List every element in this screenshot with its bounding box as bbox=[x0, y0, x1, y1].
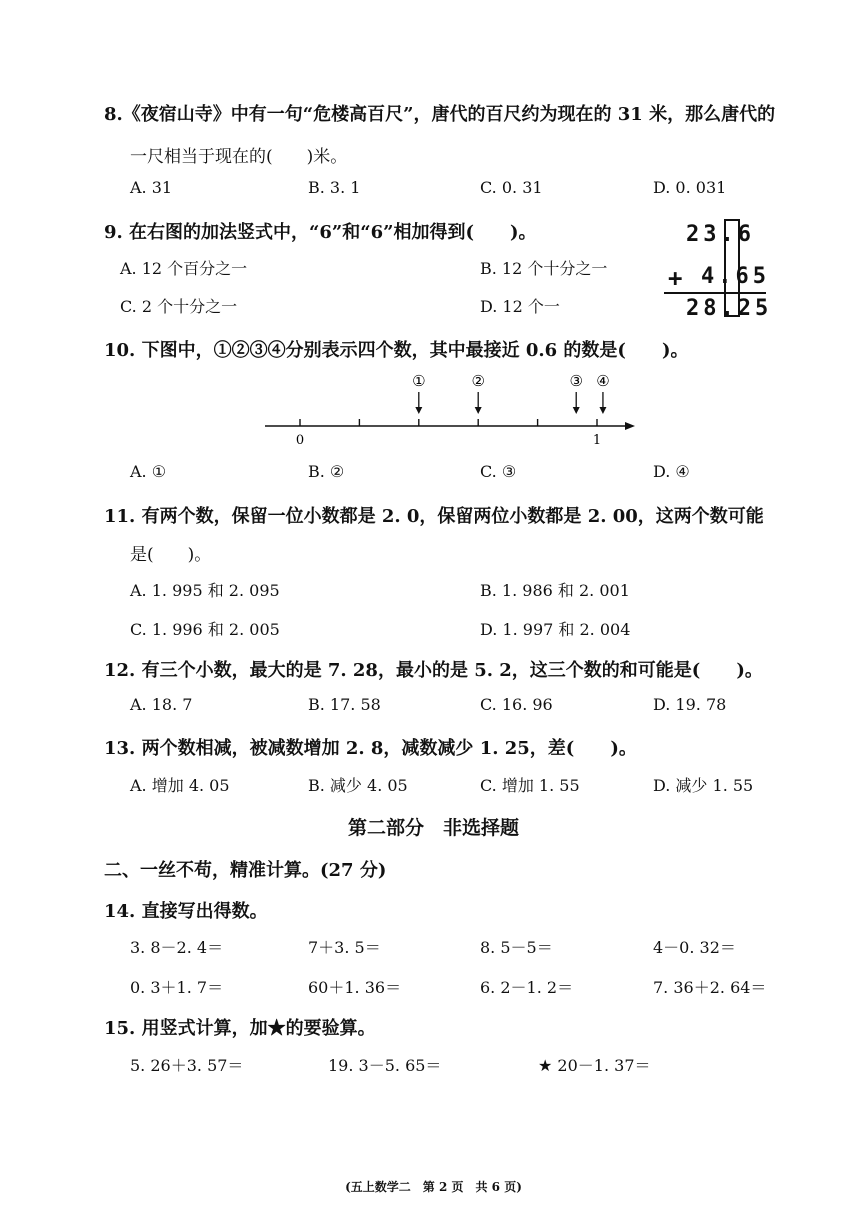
marker-label-4: ④ bbox=[596, 372, 610, 390]
q14-item-6: 60＋1. 36＝ bbox=[308, 978, 402, 997]
q11-option-d[interactable]: D. 1. 997 和 2. 004 bbox=[480, 620, 631, 639]
plus-sign: + bbox=[668, 264, 687, 292]
q12-option-d[interactable]: D. 19. 78 bbox=[653, 695, 727, 714]
q8-stem-line2: 一尺相当于现在的( )米。 bbox=[130, 147, 348, 167]
marker-arrowhead-3 bbox=[573, 407, 580, 414]
q9-option-d[interactable]: D. 12 个一 bbox=[480, 297, 560, 316]
q11-option-b[interactable]: B. 1. 986 和 2. 001 bbox=[480, 581, 630, 600]
page-footer: (五上数学二 第 2 页 共 6 页) bbox=[345, 1180, 522, 1194]
marker-label-2: ② bbox=[471, 372, 485, 390]
marker-arrowhead-1 bbox=[415, 407, 422, 414]
q10-option-d[interactable]: D. ④ bbox=[653, 462, 690, 481]
marker-arrowhead-4 bbox=[599, 407, 606, 414]
q8-stem-line1: 8.《夜宿山寺》中有一句“危楼高百尺”，唐代的百尺约为现在的 31 米，那么唐代的 bbox=[104, 104, 776, 125]
q15-item-3: ★ 20－1. 37＝ bbox=[538, 1056, 651, 1075]
sum-line bbox=[664, 292, 766, 294]
sum-result: 28.25 bbox=[686, 296, 773, 321]
q15-stem: 15. 用竖式计算，加★的要验算。 bbox=[104, 1018, 376, 1039]
q12-stem: 12. 有三个小数，最大的是 7. 28，最小的是 5. 2，这三个数的和可能是( )。 bbox=[104, 660, 763, 681]
addend-top: 23.6 bbox=[686, 222, 755, 247]
q15-item-1: 5. 26＋3. 57＝ bbox=[130, 1056, 244, 1075]
q10-option-c[interactable]: C. ③ bbox=[480, 462, 517, 481]
label-zero: 0 bbox=[295, 433, 305, 448]
q11-stem-line2: 是( )。 bbox=[130, 545, 212, 565]
q9-stem: 9. 在右图的加法竖式中，“6”和“6”相加得到( )。 bbox=[104, 222, 537, 243]
q10-option-b[interactable]: B. ② bbox=[308, 462, 345, 481]
q12-option-a[interactable]: A. 18. 7 bbox=[130, 695, 193, 714]
marker-label-1: ① bbox=[412, 372, 426, 390]
label-one: 1 bbox=[592, 433, 602, 448]
marker-arrowhead-2 bbox=[475, 407, 482, 414]
q9-option-b[interactable]: B. 12 个十分之一 bbox=[480, 259, 608, 278]
q9-option-c[interactable]: C. 2 个十分之一 bbox=[120, 297, 238, 316]
addend-bottom: 4.65 bbox=[701, 264, 770, 289]
q13-option-b[interactable]: B. 减少 4. 05 bbox=[308, 776, 408, 795]
q8-option-d[interactable]: D. 0. 031 bbox=[653, 178, 727, 197]
marker-label-3: ③ bbox=[569, 372, 583, 390]
number-line-arrowhead bbox=[625, 422, 635, 430]
q11-stem-line1: 11. 有两个数，保留一位小数都是 2. 0，保留两位小数都是 2. 00，这两个数可能 bbox=[104, 506, 764, 527]
q12-option-b[interactable]: B. 17. 58 bbox=[308, 695, 381, 714]
q13-option-a[interactable]: A. 增加 4. 05 bbox=[130, 776, 230, 795]
q10-option-a[interactable]: A. ① bbox=[130, 462, 167, 481]
q8-option-a[interactable]: A. 31 bbox=[130, 178, 173, 197]
q9-option-a[interactable]: A. 12 个百分之一 bbox=[120, 259, 248, 278]
q14-item-2: 7＋3. 5＝ bbox=[308, 938, 381, 957]
q14-item-7: 6. 2－1. 2＝ bbox=[480, 978, 574, 997]
section2-title: 二、一丝不苟，精准计算。(27 分) bbox=[104, 860, 387, 881]
q15-item-2: 19. 3－5. 65＝ bbox=[328, 1056, 442, 1075]
q13-option-d[interactable]: D. 减少 1. 55 bbox=[653, 776, 754, 795]
q8-option-b[interactable]: B. 3. 1 bbox=[308, 178, 361, 197]
part2-title: 第二部分 非选择题 bbox=[347, 817, 519, 839]
q11-option-c[interactable]: C. 1. 996 和 2. 005 bbox=[130, 620, 280, 639]
q11-option-a[interactable]: A. 1. 995 和 2. 095 bbox=[130, 581, 280, 600]
q14-item-4: 4－0. 32＝ bbox=[653, 938, 736, 957]
q14-item-3: 8. 5－5＝ bbox=[480, 938, 553, 957]
q12-option-c[interactable]: C. 16. 96 bbox=[480, 695, 553, 714]
q8-option-c[interactable]: C. 0. 31 bbox=[480, 178, 543, 197]
q14-item-1: 3. 8－2. 4＝ bbox=[130, 938, 224, 957]
q13-stem: 13. 两个数相减，被减数增加 2. 8，减数减少 1. 25，差( )。 bbox=[104, 738, 637, 759]
q10-stem: 10. 下图中，①②③④分别表示四个数，其中最接近 0.6 的数是( )。 bbox=[104, 340, 689, 361]
q14-item-5: 0. 3＋1. 7＝ bbox=[130, 978, 224, 997]
q14-item-8: 7. 36＋2. 64＝ bbox=[653, 978, 767, 997]
highlight-box bbox=[724, 219, 740, 317]
q10-number-line bbox=[255, 370, 645, 450]
q13-option-c[interactable]: C. 增加 1. 55 bbox=[480, 776, 580, 795]
q14-stem: 14. 直接写出得数。 bbox=[104, 901, 268, 922]
